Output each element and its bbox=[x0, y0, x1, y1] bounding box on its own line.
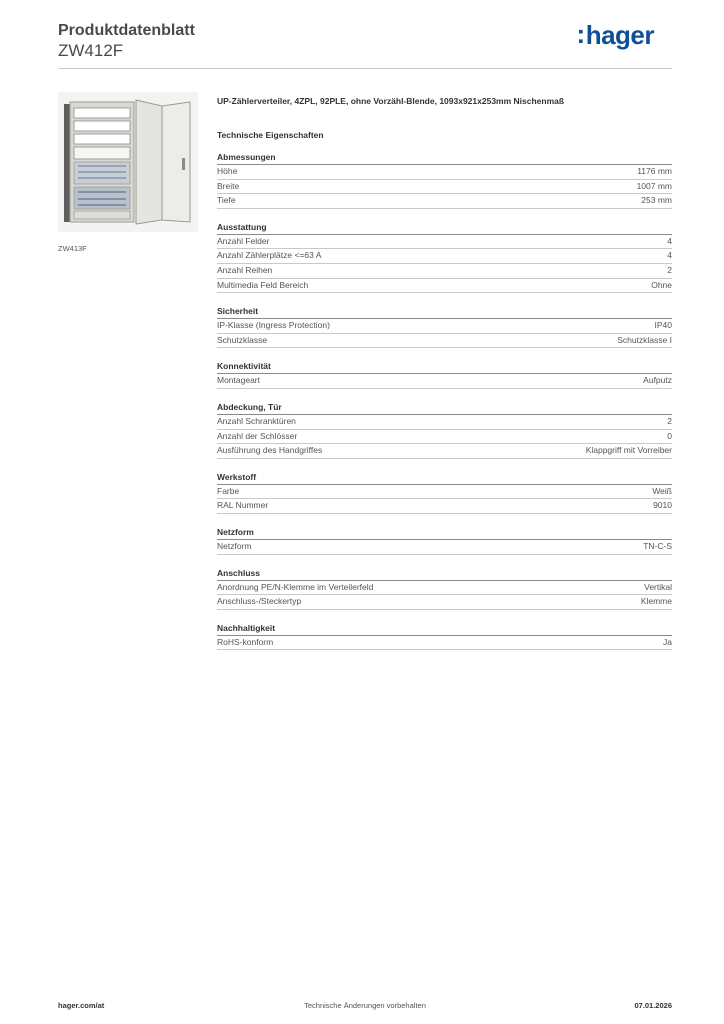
spec-value: 1176 mm bbox=[637, 166, 672, 176]
spec-section bbox=[217, 402, 672, 459]
spec-value: 0 bbox=[667, 430, 672, 441]
article-number: ZW412F bbox=[58, 41, 124, 60]
spec-value: 4 bbox=[667, 235, 672, 246]
spec-value: Ohne bbox=[651, 279, 672, 290]
spec-row bbox=[217, 636, 672, 651]
footer-url[interactable]: hager.com/at bbox=[58, 1001, 105, 1010]
spec-value: 2 bbox=[667, 264, 672, 275]
spec-row bbox=[217, 165, 672, 180]
spec-label: Anzahl Felder bbox=[217, 235, 270, 246]
section-title: Abmessungen bbox=[217, 152, 672, 165]
spec-label: Anzahl Zählerplätze <=63 A bbox=[217, 250, 322, 261]
spec-label: Anschluss-/Steckertyp bbox=[217, 596, 302, 607]
section-title: Werkstoff bbox=[217, 472, 672, 485]
spec-row bbox=[217, 581, 672, 596]
spec-row bbox=[217, 485, 672, 500]
section-title: Abdeckung, Tür bbox=[217, 402, 672, 415]
spec-label: Schutzklasse bbox=[217, 334, 268, 345]
page-footer bbox=[58, 1001, 672, 1013]
spec-label: Farbe bbox=[217, 485, 240, 496]
spec-label: Tiefe bbox=[217, 195, 236, 206]
section-title: Ausstattung bbox=[217, 222, 672, 235]
spec-label: Montageart bbox=[217, 375, 260, 386]
spec-value: TN-C-S bbox=[643, 540, 672, 551]
spec-label: Ausführung des Handgriffes bbox=[217, 445, 323, 456]
spec-value: Aufputz bbox=[643, 375, 672, 386]
spec-label: Multimedia Feld Bereich bbox=[217, 279, 309, 290]
spec-sections bbox=[217, 152, 672, 650]
spec-row bbox=[217, 180, 672, 195]
spec-label: Anzahl Reihen bbox=[217, 264, 273, 275]
spec-label: IP-Klasse (Ingress Protection) bbox=[217, 320, 330, 331]
page-header bbox=[58, 20, 672, 69]
spec-label: RoHS-konform bbox=[217, 636, 274, 647]
spec-label: Netzform bbox=[217, 540, 252, 551]
spec-label: Anordnung PE/N-Klemme im Verteilerfeld bbox=[217, 581, 374, 592]
section-title: Anschluss bbox=[217, 568, 672, 581]
spec-row bbox=[217, 430, 672, 445]
section-title: Nachhaltigkeit bbox=[217, 623, 672, 636]
spec-label: Breite bbox=[217, 180, 240, 191]
spec-section bbox=[217, 527, 672, 555]
technical-properties-heading: Technische Eigenschaften bbox=[217, 130, 324, 140]
spec-content bbox=[217, 96, 672, 663]
spec-value: 253 mm bbox=[641, 195, 672, 206]
spec-row bbox=[217, 334, 672, 349]
spec-section bbox=[217, 623, 672, 651]
spec-label: Anzahl Schranktüren bbox=[217, 415, 296, 426]
footer-date: 07.01.2026 bbox=[634, 1001, 672, 1010]
spec-row bbox=[217, 540, 672, 555]
spec-value: 2 bbox=[667, 415, 672, 426]
product-description: UP-Zählerverteiler, 4ZPL, 92PLE, ohne Vorzähl-Blende, 1093x921x253mm Nischenmaß bbox=[217, 96, 565, 106]
spec-value: Klemme bbox=[640, 596, 672, 607]
spec-row bbox=[217, 499, 672, 514]
spec-section bbox=[217, 472, 672, 514]
document-title: Produktdatenblatt bbox=[58, 22, 195, 39]
spec-row bbox=[217, 194, 672, 209]
section-title: Netzform bbox=[217, 527, 672, 540]
spec-row bbox=[217, 319, 672, 334]
spec-section bbox=[217, 306, 672, 348]
spec-row bbox=[217, 374, 672, 389]
spec-row bbox=[217, 595, 672, 610]
spec-section bbox=[217, 361, 672, 389]
logo-text: hager bbox=[585, 20, 654, 50]
spec-row bbox=[217, 279, 672, 294]
spec-row bbox=[217, 444, 672, 459]
product-image bbox=[58, 92, 198, 232]
footer-note: Technische Änderungen vorbehalten bbox=[304, 1001, 426, 1010]
image-caption: ZW413F bbox=[58, 244, 87, 253]
spec-value: Schutzklasse I bbox=[617, 334, 672, 345]
spec-value: Ja bbox=[663, 636, 672, 647]
spec-value: 9010 bbox=[653, 500, 672, 511]
spec-label: Höhe bbox=[217, 166, 238, 176]
spec-label: RAL Nummer bbox=[217, 500, 269, 511]
spec-label: Anzahl der Schlösser bbox=[217, 430, 298, 441]
section-title: Sicherheit bbox=[217, 306, 672, 319]
spec-value: 1007 mm bbox=[636, 180, 672, 191]
spec-value: Klappgriff mit Vorreiber bbox=[585, 445, 672, 456]
spec-value: 4 bbox=[667, 250, 672, 261]
spec-row bbox=[217, 415, 672, 430]
spec-row bbox=[217, 264, 672, 279]
spec-section bbox=[217, 222, 672, 293]
spec-row bbox=[217, 249, 672, 264]
header-divider bbox=[58, 68, 672, 69]
spec-row bbox=[217, 235, 672, 250]
section-title: Konnektivität bbox=[217, 361, 672, 374]
spec-section bbox=[217, 568, 672, 610]
spec-value: Vertikal bbox=[644, 581, 672, 592]
spec-value: Weiß bbox=[652, 485, 672, 496]
cabinet-illustration bbox=[58, 92, 198, 232]
spec-value: IP40 bbox=[654, 320, 672, 331]
spec-section bbox=[217, 152, 672, 209]
hager-logo: :hager bbox=[576, 19, 654, 50]
